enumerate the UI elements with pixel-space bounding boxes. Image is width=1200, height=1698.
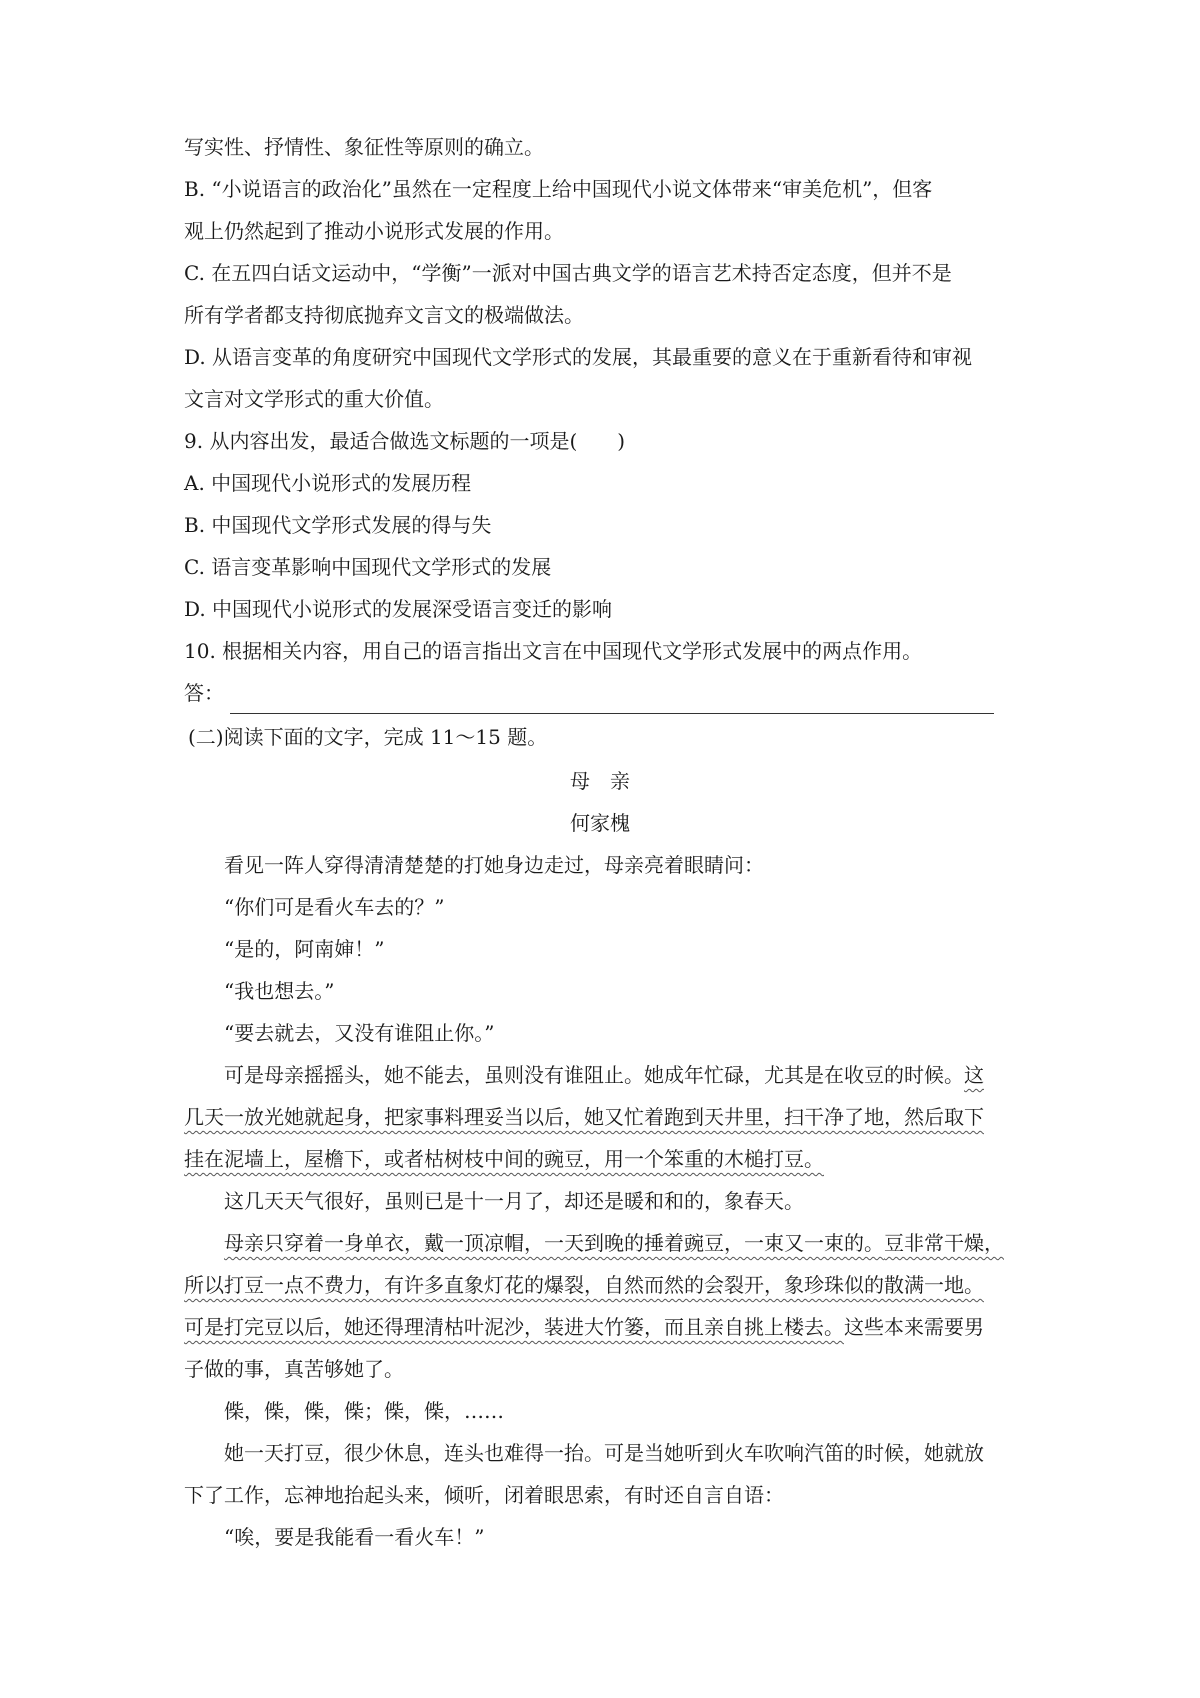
question-9-option-d: D. 中国现代小说形式的发展深受语言变迁的影响 xyxy=(184,597,613,621)
paragraph-line: 下了工作，忘神地抬起头来，倾听，闭着眼思索，有时还自言自语： xyxy=(184,1483,784,1507)
question-10: 10. 根据相关内容，用自己的语言指出文言在中国现代文学形式发展中的两点作用。 xyxy=(184,639,923,663)
wavy-underlined-text: 豆非常干燥， xyxy=(884,1231,1004,1255)
text-line: 观上仍然起到了推动小说形式发展的作用。 xyxy=(184,219,564,243)
paragraph-line: 看见一阵人穿得清清楚楚的打她身边走过，母亲亮着眼睛问： xyxy=(224,853,764,877)
paragraph-line xyxy=(184,1270,1030,1300)
question-9: 9. 从内容出发，最适合做选文标题的一项是( ) xyxy=(184,429,626,453)
dialogue-line: “是的，阿南婶！” xyxy=(224,937,385,961)
paragraph-line xyxy=(224,1228,1004,1258)
wavy-underlined-text: 可是打完豆以后，她还得理清枯叶泥沙，装进大竹篓，而且亲自挑上楼去。 xyxy=(184,1315,844,1339)
paragraph-line xyxy=(224,1060,984,1090)
question-9-option-b: B. 中国现代文学形式发展的得与失 xyxy=(184,513,492,537)
plain-text: 这些本来需要男 xyxy=(844,1315,984,1339)
paragraph-line xyxy=(184,1102,1030,1132)
question-9-option-c: C. 语言变革影响中国现代文学形式的发展 xyxy=(184,555,552,579)
answer-line[interactable] xyxy=(230,713,994,714)
paragraph-line: 她一天打豆，很少休息，连头也难得一抬。可是当她听到火车吹响汽笛的时候，她就放 xyxy=(224,1441,984,1465)
dialogue-line: “我也想去。” xyxy=(224,979,335,1003)
paragraph-line: 偨，偨，偨，偨；偨，偨，…… xyxy=(224,1399,504,1423)
text-line: 所有学者都支持彻底抛弃文言文的极端做法。 xyxy=(184,303,584,327)
paragraph-line xyxy=(184,1312,984,1342)
wavy-underlined-text: 几天一放光她就起身，把家事料理妥当以后，她又忙着跑到天井里，扫干净了地，然后取下 xyxy=(184,1105,984,1129)
paragraph-line xyxy=(184,1144,824,1174)
question-9-option-a: A. 中国现代小说形式的发展历程 xyxy=(184,471,472,495)
wavy-underlined-text: 这 xyxy=(964,1063,984,1087)
dialogue-line: “要去就去，又没有谁阻止你。” xyxy=(224,1021,495,1045)
plain-text: 可是母亲摇摇头，她不能去，虽则没有谁阻止。她成年忙碌，尤其是在收豆的时候。 xyxy=(224,1063,964,1087)
story-title: 母 亲 xyxy=(570,769,630,793)
option-b-line: B. “小说语言的政治化”虽然在一定程度上给中国现代小说文体带来“审美危机”，但客 xyxy=(184,177,933,201)
wavy-underlined-text: 挂在泥墙上，屋檐下，或者枯树枝中间的豌豆，用一个笨重的木槌打豆。 xyxy=(184,1147,824,1171)
wavy-underlined-text: 所以打豆一点不费力，有许多直象灯花的爆裂，自然而然的会裂开，象珍珠似的散满一地。 xyxy=(184,1273,984,1297)
option-c-line: C. 在五四白话文运动中，“学衡”一派对中国古典文学的语言艺术持否定态度，但并不是 xyxy=(184,261,952,285)
paragraph-line: 这几天天气很好，虽则已是十一月了，却还是暖和和的，象春天。 xyxy=(224,1189,804,1213)
answer-label: 答： xyxy=(184,681,224,705)
story-author: 何家槐 xyxy=(570,811,630,835)
text-line: 写实性、抒情性、象征性等原则的确立。 xyxy=(184,135,544,159)
option-d-line: D. 从语言变革的角度研究中国现代文学形式的发展，其最重要的意义在于重新看待和审视 xyxy=(184,345,973,369)
section-heading: (二)阅读下面的文字，完成 11～15 题。 xyxy=(188,725,548,749)
dialogue-line: “唉，要是我能看一看火车！” xyxy=(224,1525,485,1549)
dialogue-line: “你们可是看火车去的？” xyxy=(224,895,445,919)
wavy-underlined-text: 母亲只穿着一身单衣，戴一顶凉帽，一天到晚的捶着豌豆，一束又一束的。 xyxy=(224,1231,884,1255)
paragraph-line: 子做的事，真苦够她了。 xyxy=(184,1357,404,1381)
text-line: 文言对文学形式的重大价值。 xyxy=(184,387,444,411)
